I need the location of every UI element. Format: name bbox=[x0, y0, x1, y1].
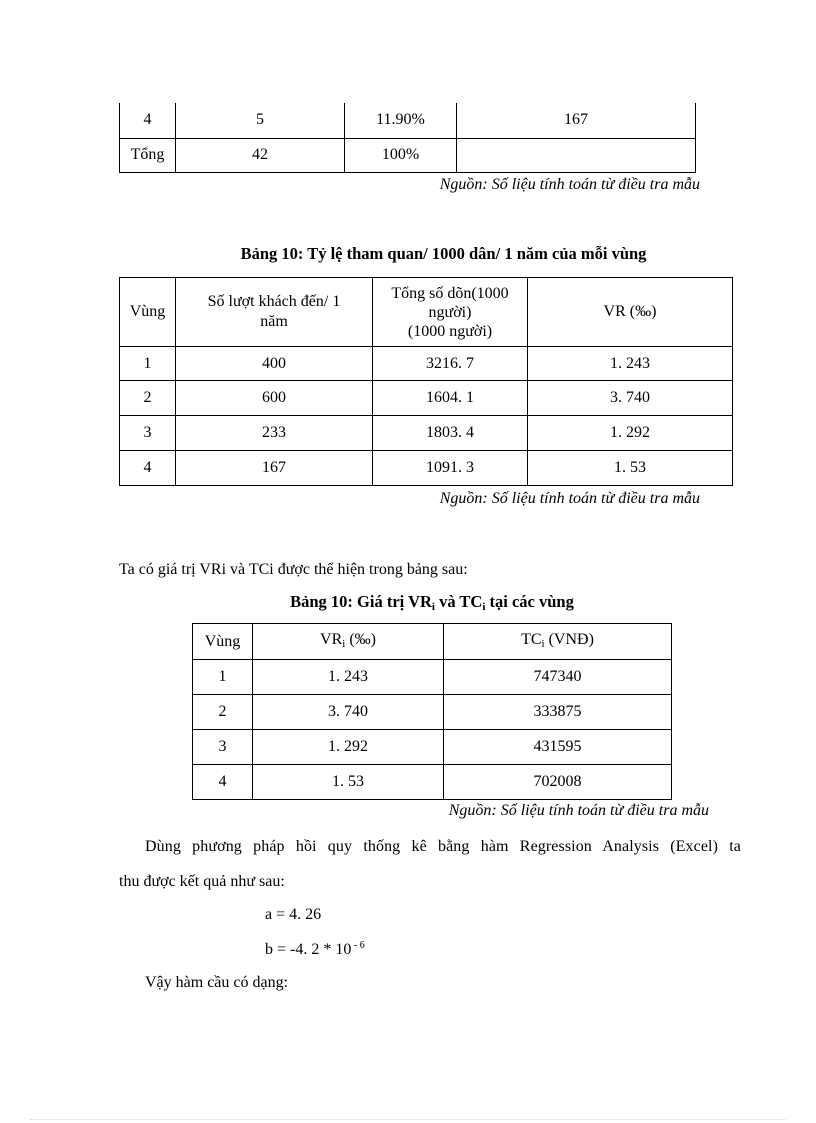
table-cell: 1604. 1 bbox=[373, 381, 528, 416]
table-cell: 167 bbox=[457, 103, 696, 138]
header-visits-line2: năm bbox=[260, 313, 288, 330]
formula-a: a = 4. 26 bbox=[265, 906, 322, 923]
table-header-row bbox=[193, 624, 672, 660]
conclusion-text: Vậy hàm cầu có dạng: bbox=[145, 974, 289, 991]
table-row bbox=[120, 416, 733, 451]
source-note: Nguồn: Số liệu tính toán từ điều tra mẫu bbox=[448, 802, 709, 819]
table-cell: 3. 740 bbox=[528, 381, 733, 416]
table-cell: Tổng bbox=[120, 138, 176, 172]
table-cell: 1. 243 bbox=[253, 660, 444, 695]
table-cell: 1091. 3 bbox=[373, 451, 528, 486]
table-cell: 1. 292 bbox=[528, 416, 733, 451]
visit-rate-table bbox=[119, 277, 733, 486]
table-row bbox=[193, 730, 672, 765]
table-cell: 3216. 7 bbox=[373, 347, 528, 381]
header-vr-unit: (‰) bbox=[345, 630, 376, 648]
table-cell: 600 bbox=[176, 381, 373, 416]
table-cell: 702008 bbox=[444, 765, 672, 800]
header-vr-sub: i bbox=[342, 637, 346, 650]
header-population-line2: người) bbox=[428, 303, 472, 321]
formula-b-exponent: - 6 bbox=[351, 940, 365, 951]
table-row bbox=[193, 765, 672, 800]
header-population-line1: Tổng số dõn(1000 bbox=[391, 284, 509, 302]
caption-suffix: tại các vùng bbox=[485, 592, 574, 611]
table-row bbox=[193, 660, 672, 695]
header-tc-sub: i bbox=[541, 637, 545, 650]
table-cell: 1. 292 bbox=[253, 730, 444, 765]
table-row bbox=[120, 381, 733, 416]
table-cell: 233 bbox=[176, 416, 373, 451]
header-population-line3: (1000 người) bbox=[407, 322, 493, 340]
table-cell: 3 bbox=[120, 416, 176, 451]
header-vung: Vùng bbox=[193, 624, 253, 660]
table-row bbox=[193, 695, 672, 730]
table-cell: 1803. 4 bbox=[373, 416, 528, 451]
table-cell: 4 bbox=[193, 765, 253, 800]
table-cell: 400 bbox=[176, 347, 373, 381]
table-cell: 42 bbox=[176, 138, 345, 172]
table-cell: 1. 53 bbox=[528, 451, 733, 486]
header-visits bbox=[176, 278, 373, 347]
table-row bbox=[120, 451, 733, 486]
table-cell: 100% bbox=[345, 138, 457, 172]
table-top-continuation bbox=[119, 103, 696, 173]
formula-b bbox=[265, 940, 365, 959]
table-cell: 167 bbox=[176, 451, 373, 486]
vr-tc-table bbox=[192, 623, 672, 800]
header-tc-unit: (VNĐ) bbox=[544, 630, 594, 648]
table-cell: 2 bbox=[193, 695, 253, 730]
intro-text: Ta có giá trị VRi và TCi được thể hiện trong bảng sau: bbox=[119, 561, 468, 578]
caption-sub: i bbox=[431, 601, 435, 613]
table-cell: 11.90% bbox=[345, 103, 457, 138]
paragraph-line: thu được kết quả như sau: bbox=[119, 873, 285, 890]
table-caption: Bảng 10: Tỷ lệ tham quan/ 1000 dân/ 1 năm của mỗi vùng bbox=[240, 244, 647, 263]
table-row bbox=[120, 138, 696, 172]
table-row bbox=[120, 103, 696, 138]
table-cell: 2 bbox=[120, 381, 176, 416]
header-vr bbox=[253, 624, 444, 660]
header-tc bbox=[444, 624, 672, 660]
paragraph-line: Dùng phương pháp hồi quy thống kê bằng hàm Regression Analysis (Excel) ta bbox=[145, 838, 741, 855]
table-caption bbox=[192, 592, 672, 613]
header-vr: VR (‰) bbox=[528, 278, 733, 347]
table-cell: 1 bbox=[120, 347, 176, 381]
caption-middle: và TC bbox=[434, 592, 483, 611]
table-cell bbox=[457, 138, 696, 172]
header-tc-base: TC bbox=[521, 630, 542, 648]
table-cell: 747340 bbox=[444, 660, 672, 695]
caption-prefix: Bảng 10: Giá trị VR bbox=[290, 592, 432, 611]
table-cell: 1. 53 bbox=[253, 765, 444, 800]
table-cell: 3 bbox=[193, 730, 253, 765]
header-vr-base: VR bbox=[320, 630, 343, 648]
formula-b-base: b = -4. 2 * 10 bbox=[265, 941, 352, 958]
table-cell: 1. 243 bbox=[528, 347, 733, 381]
source-note: Nguồn: Số liệu tính toán từ điều tra mẫu bbox=[439, 176, 700, 193]
table-cell: 4 bbox=[120, 451, 176, 486]
table-cell: 333875 bbox=[444, 695, 672, 730]
table-cell: 431595 bbox=[444, 730, 672, 765]
table-cell: 4 bbox=[120, 103, 176, 138]
header-visits-line1: Số lượt khách đến/ 1 bbox=[207, 293, 341, 310]
header-population bbox=[373, 278, 528, 347]
table-header-row bbox=[120, 278, 733, 347]
table-row bbox=[120, 347, 733, 381]
table-cell: 1 bbox=[193, 660, 253, 695]
header-vung: Vùng bbox=[120, 278, 176, 347]
table-cell: 5 bbox=[176, 103, 345, 138]
source-note: Nguồn: Số liệu tính toán từ điều tra mẫu bbox=[439, 490, 700, 507]
caption-sub: i bbox=[482, 601, 486, 613]
page-bottom-divider bbox=[30, 1119, 786, 1120]
table-cell: 3. 740 bbox=[253, 695, 444, 730]
